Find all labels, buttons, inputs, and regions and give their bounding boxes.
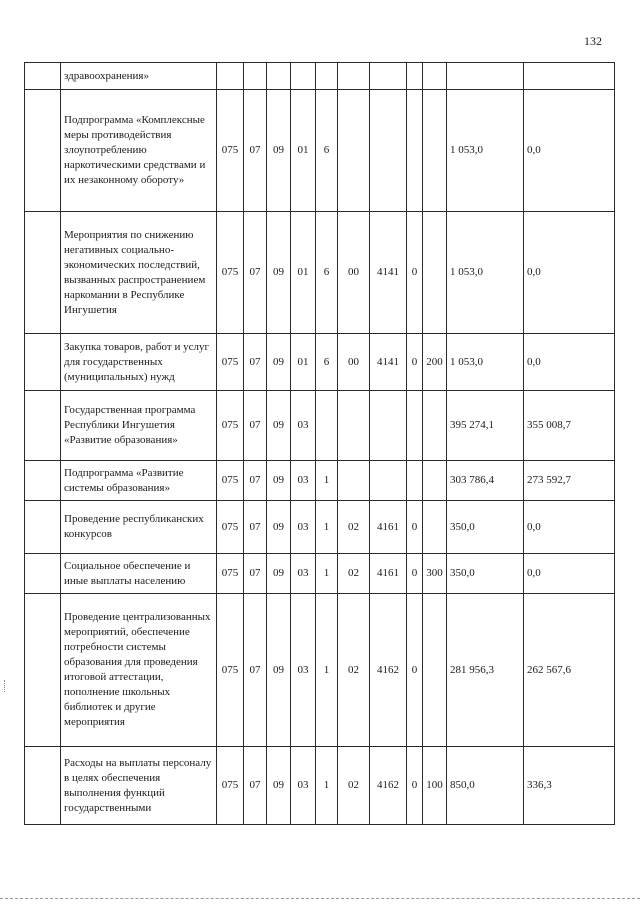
cell-vr [423,594,447,747]
cell-amount1: 281 956,3 [447,594,524,747]
cell-pr: 09 [267,334,291,391]
table-row [25,90,615,212]
cell-vr: 200 [423,334,447,391]
table-row [25,554,615,594]
cell-name: Мероприятия по снижению негативных социально-экономических последствий, вызванных распространением наркомании в Республике Ингушетия [61,212,217,334]
cell-name: Расходы на выплаты персоналу в целях обеспечения выполнения функций государственными [61,747,217,825]
cell-gr: 075 [217,501,244,554]
cell-main: 02 [338,747,370,825]
cell-prog: 01 [291,212,316,334]
table-row [25,63,615,90]
cell-amount1: 1 053,0 [447,334,524,391]
cell-amount2: 0,0 [524,90,615,212]
cell-x [407,90,423,212]
cell-main: 00 [338,334,370,391]
cell-prog: 03 [291,501,316,554]
cell-row-number [25,747,61,825]
table-row [25,594,615,747]
cell-vr: 300 [423,554,447,594]
cell-dir: 4141 [370,212,407,334]
cell-rz: 07 [244,594,267,747]
cell-name: Социальное обеспечение и иные выплаты населению [61,554,217,594]
cell-prog: 01 [291,90,316,212]
cell-amount1 [447,63,524,90]
cell-row-number [25,63,61,90]
cell-pr [267,63,291,90]
cell-sub: 6 [316,90,338,212]
cell-prog: 03 [291,461,316,501]
cell-rz: 07 [244,391,267,461]
cell-x: 0 [407,747,423,825]
cell-gr: 075 [217,747,244,825]
cell-amount2: 273 592,7 [524,461,615,501]
cell-pr: 09 [267,594,291,747]
cell-rz: 07 [244,501,267,554]
cell-rz: 07 [244,90,267,212]
cell-x: 0 [407,554,423,594]
cell-gr: 075 [217,554,244,594]
cell-dir: 4161 [370,501,407,554]
cell-amount1: 1 053,0 [447,90,524,212]
cell-amount1: 850,0 [447,747,524,825]
cell-gr: 075 [217,594,244,747]
cell-row-number [25,391,61,461]
cell-prog: 03 [291,391,316,461]
cell-amount2: 336,3 [524,747,615,825]
cell-pr: 09 [267,554,291,594]
cell-prog [291,63,316,90]
cell-sub: 1 [316,461,338,501]
cell-sub: 6 [316,212,338,334]
cell-row-number [25,594,61,747]
cell-x: 0 [407,501,423,554]
cell-row-number [25,334,61,391]
cell-vr [423,212,447,334]
cell-row-number [25,554,61,594]
cell-sub [316,391,338,461]
cell-dir [370,90,407,212]
cell-vr: 100 [423,747,447,825]
cell-rz: 07 [244,334,267,391]
cell-dir: 4141 [370,334,407,391]
scan-bottom-edge [0,898,640,900]
cell-name: здравоохранения» [61,63,217,90]
cell-x: 0 [407,594,423,747]
cell-prog: 03 [291,554,316,594]
cell-pr: 09 [267,391,291,461]
cell-pr: 09 [267,461,291,501]
cell-main: 02 [338,554,370,594]
cell-name: Подпрограмма «Развитие системы образования» [61,461,217,501]
cell-gr: 075 [217,90,244,212]
cell-gr: 075 [217,212,244,334]
cell-x [407,63,423,90]
cell-amount2: 262 567,6 [524,594,615,747]
cell-rz: 07 [244,212,267,334]
cell-rz: 07 [244,554,267,594]
cell-amount1: 395 274,1 [447,391,524,461]
cell-main [338,63,370,90]
cell-main [338,90,370,212]
cell-sub: 1 [316,594,338,747]
cell-x [407,461,423,501]
cell-vr [423,461,447,501]
cell-row-number [25,501,61,554]
cell-name: Подпрограмма «Комплексные меры противодействия злоупотреблению наркотическими средствами и их незаконному обороту» [61,90,217,212]
cell-x [407,391,423,461]
cell-rz: 07 [244,747,267,825]
cell-amount1: 1 053,0 [447,212,524,334]
cell-main: 02 [338,594,370,747]
cell-pr: 09 [267,747,291,825]
cell-name: Государственная программа Республики Ингушетия «Развитие образования» [61,391,217,461]
cell-amount1: 350,0 [447,554,524,594]
cell-prog: 03 [291,594,316,747]
cell-dir: 4161 [370,554,407,594]
table-row [25,391,615,461]
cell-amount2: 0,0 [524,334,615,391]
cell-amount2: 0,0 [524,212,615,334]
cell-dir [370,461,407,501]
cell-sub: 1 [316,554,338,594]
cell-dir [370,63,407,90]
cell-gr: 075 [217,334,244,391]
cell-sub: 1 [316,501,338,554]
cell-dir: 4162 [370,594,407,747]
cell-prog: 03 [291,747,316,825]
cell-name: Закупка товаров, работ и услуг для государственных (муниципальных) нужд [61,334,217,391]
cell-amount2: 0,0 [524,554,615,594]
cell-amount1: 303 786,4 [447,461,524,501]
cell-pr: 09 [267,90,291,212]
cell-gr: 075 [217,391,244,461]
cell-main: 00 [338,212,370,334]
cell-amount2: 0,0 [524,501,615,554]
table-row [25,747,615,825]
cell-rz: 07 [244,461,267,501]
cell-gr: 075 [217,461,244,501]
cell-main [338,461,370,501]
table-row [25,461,615,501]
scan-margin-mark [4,680,6,692]
cell-dir [370,391,407,461]
table-row [25,501,615,554]
cell-main: 02 [338,501,370,554]
cell-vr [423,90,447,212]
cell-pr: 09 [267,501,291,554]
table-row [25,334,615,391]
cell-vr [423,391,447,461]
cell-row-number [25,212,61,334]
cell-sub: 6 [316,334,338,391]
cell-dir: 4162 [370,747,407,825]
cell-name: Проведение республиканских конкурсов [61,501,217,554]
cell-amount2: 355 008,7 [524,391,615,461]
cell-vr [423,501,447,554]
table-row [25,212,615,334]
cell-prog: 01 [291,334,316,391]
budget-table [24,62,615,825]
cell-rz [244,63,267,90]
cell-amount2 [524,63,615,90]
cell-gr [217,63,244,90]
cell-vr [423,63,447,90]
cell-sub: 1 [316,747,338,825]
cell-x: 0 [407,334,423,391]
cell-name: Проведение централизованных мероприятий, обеспечение потребности системы образования для проведения итоговой аттестации, пополнение школьных библиотек и другие мероприятия [61,594,217,747]
cell-sub [316,63,338,90]
cell-amount1: 350,0 [447,501,524,554]
cell-row-number [25,461,61,501]
cell-row-number [25,90,61,212]
cell-pr: 09 [267,212,291,334]
cell-main [338,391,370,461]
cell-x: 0 [407,212,423,334]
page-number: 132 [584,34,602,48]
